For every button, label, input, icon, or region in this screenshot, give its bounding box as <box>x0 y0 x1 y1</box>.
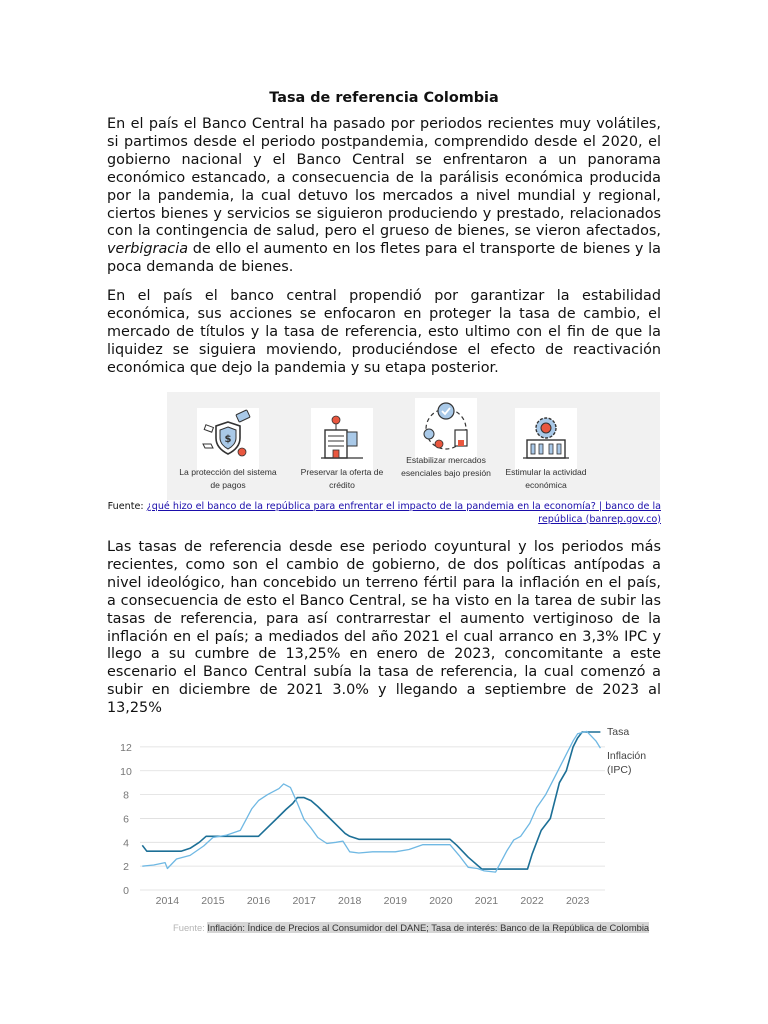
legend-tasa: Tasa <box>607 726 630 738</box>
source-link[interactable]: ¿qué hizo el banco de la república para enfrentar el impacto de la pandemia en la economía? | banco de la república (banrep.gov.co) <box>146 501 661 525</box>
paragraph-1-text-a: En el país el Banco Central ha pasado por periodos recientes muy volátiles, si partimos desde el periodo postpandemia, comprendido desde el 2020, el gobierno nacional y el Banco Central se enfrentaron a un panorama económico estancado, a consecuencia de la parálisis económica producida por la pandemia, la cual detuvo los mercados a nivel mundial y regional, ciertos bienes y servicios se siguieron produciendo y prestado, relacionados con la contingencia de salud, pero el grueso de bienes, se vieron afectados, <box>107 116 661 240</box>
infographic-label-credit: Preservar la oferta de crédito <box>300 467 384 490</box>
legend-inflacion-line1: Inflación <box>607 750 647 762</box>
x-tick-label: 2021 <box>474 895 499 907</box>
infographic-panel <box>167 392 660 500</box>
x-tick-label: 2022 <box>520 895 544 907</box>
rates-line-chart <box>110 722 658 938</box>
chart-source <box>173 921 649 935</box>
x-tick-label: 2018 <box>338 895 362 907</box>
x-tick-label: 2015 <box>201 895 225 907</box>
y-tick-label: 0 <box>123 885 129 897</box>
paragraph-2: En el país el banco central propendió por garantizar la estabilidad económica, sus acciones se enfocaron en proteger la tasa de cambio, el mercado de títulos y la tasa de referencia, esto ultimo con el fin de que la liquidez se siguiera moviendo, produciéndose el efecto de reactivación económica que dejo la pandemia y su etapa posterior. <box>107 288 661 376</box>
x-tick-label: 2020 <box>429 895 453 907</box>
chart-source-prefix: Fuente: <box>173 922 208 933</box>
x-tick-label: 2017 <box>292 895 316 907</box>
y-tick-label: 4 <box>123 837 129 850</box>
paragraph-3: Las tasas de referencia desde ese periodo coyuntural y los periodos más recientes, como son el cambio de gobierno, de dos políticas antípodas a nivel ideológico, han concebido un terreno fértil para la inflación en el país, a consecuencia de esto el Banco Central, se ha visto en la tarea de subir las tasas de referencia, para así contrarrestar el aumento vertiginoso de la inflación en el país; a mediados del año 2021 el cual arranco en 3,3% IPC y llego a su cumbre de 13,25% en enero de 2023, concomitante a este escenario el Banco Central subía la tasa de referencia, la cual comenzó a subir en diciembre de 2021 3.0% y llegando a septiembre de 2023 al 13,25% <box>107 539 661 717</box>
infographic-label-payments: La protección del sistema de pagos <box>179 467 277 490</box>
x-tick-label: 2016 <box>246 895 271 907</box>
source-citation <box>107 501 661 526</box>
svg-text:$: $ <box>224 434 232 445</box>
series-line-tasa <box>142 732 600 869</box>
chart-source-text: Inflación: Índice de Precios al Consumidor del DANE; Tasa de interés: Banco de la República de Colombia <box>207 922 650 933</box>
legend-inflacion-line2: (IPC) <box>607 764 632 776</box>
document-title: Tasa de referencia Colombia <box>269 90 499 106</box>
x-tick-label: 2014 <box>155 895 180 907</box>
infographic-label-markets: Estabilizar mercados esenciales bajo presión <box>401 455 491 478</box>
shield-money-icon <box>197 408 259 470</box>
x-tick-label: 2019 <box>383 895 407 907</box>
paragraph-1-emphasis: verbigracia <box>107 241 189 258</box>
source-prefix: Fuente: <box>107 501 147 512</box>
y-tick-label: 2 <box>123 861 129 874</box>
paragraph-1 <box>107 116 661 277</box>
x-tick-label: 2023 <box>565 895 590 907</box>
infographic-label-activity: Estimular la actividad económica <box>505 467 587 490</box>
market-cycle-icon <box>415 398 477 460</box>
series-line-inflacion <box>142 731 600 872</box>
paragraph-1-text-b: de ello el aumento en los fletes para el transporte de bienes y la poca demanda de bienes. <box>107 241 661 276</box>
y-tick-label: 6 <box>123 813 129 826</box>
factory-gear-icon <box>515 408 577 470</box>
building-credit-icon <box>311 408 373 470</box>
y-tick-label: 12 <box>120 741 132 754</box>
y-tick-label: 8 <box>123 789 129 802</box>
y-tick-label: 10 <box>120 765 132 778</box>
